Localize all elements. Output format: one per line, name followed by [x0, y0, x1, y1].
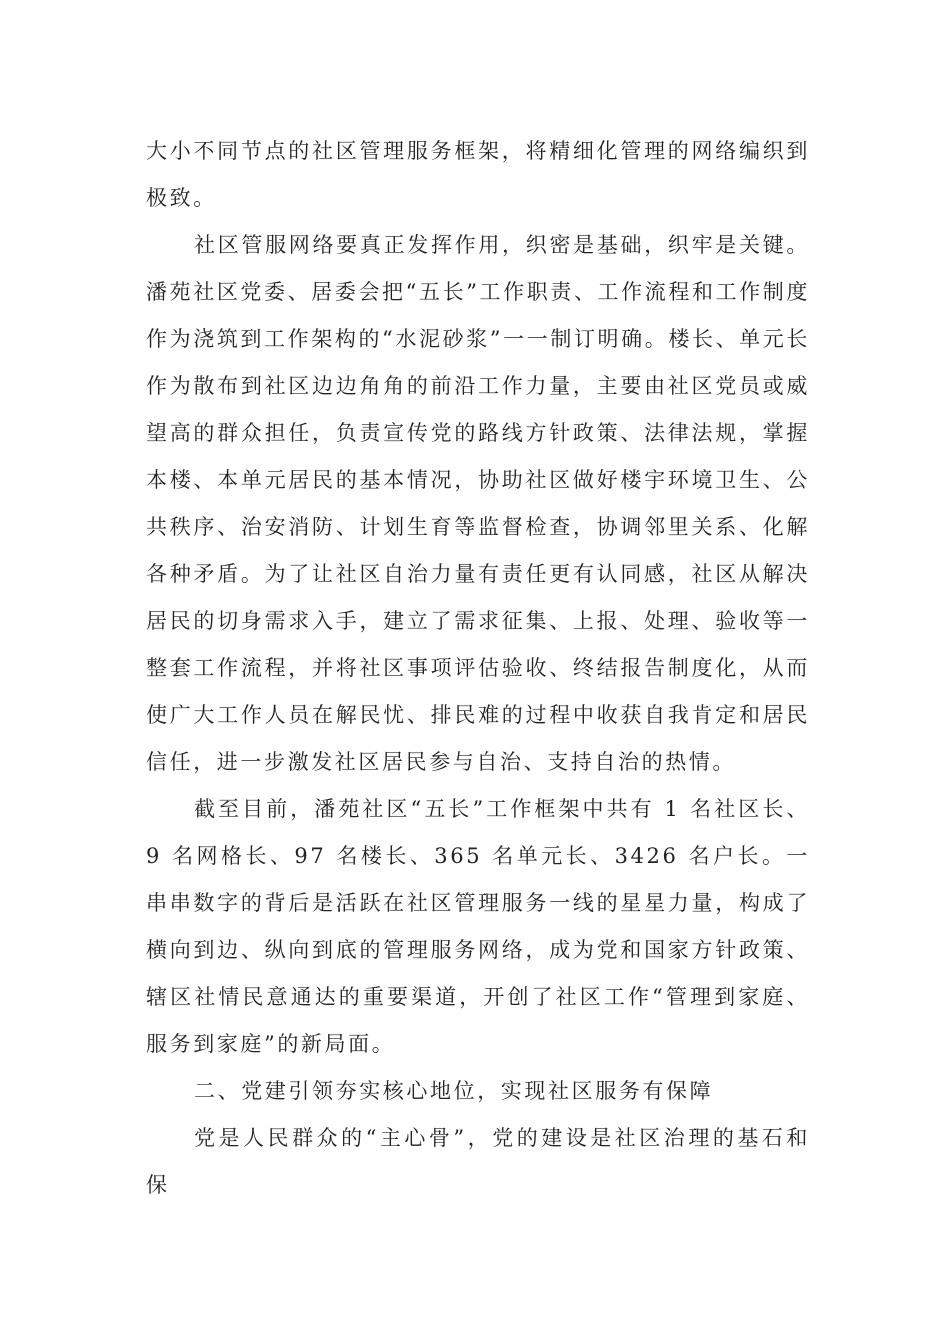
section-heading: 二、党建引领夯实核心地位，实现社区服务有保障	[194, 1079, 714, 1103]
paragraph-party-building: 党是人民群众的“主心骨”，党的建设是社区治理的基石和保	[146, 1126, 810, 1197]
paragraph-statistics: 截至目前，潘苑社区“五长”工作框架中共有 1 名社区长、9 名网格长、97 名楼长、365 名单元长、3426 名户长。一串串数字的背后是活跃在社区管理服务一线的星星力量，构成了横向到边、纵向到底的管理服务网络，成为党和国家方针政策、辖区社情民意通达的重要渠道，开创了社区工作“管理到家庭、服务到家庭”的新局面。	[146, 797, 810, 1056]
document-body	[146, 128, 810, 1209]
paragraph-continued: 大小不同节点的社区管理服务框架，将精细化管理的网络编织到极致。	[146, 139, 810, 210]
paragraph-network-management: 社区管服网络要真正发挥作用，织密是基础，织牢是关键。潘苑社区党委、居委会把“五长”工作职责、工作流程和工作制度作为浇筑到工作架构的“水泥砂浆”一一制订明确。楼长、单元长作为散布到社区边边角角的前沿工作力量，主要由社区党员或威望高的群众担任，负责宣传党的路线方针政策、法律法规，掌握本楼、本单元居民的基本情况，协助社区做好楼宇环境卫生、公共秩序、治安消防、计划生育等监督检查，协调邻里关系、化解各种矛盾。为了让社区自治力量有责任更有认同感，社区从解决居民的切身需求入手，建立了需求征集、上报、处理、验收等一整套工作流程，并将社区事项评估验收、终结报告制度化，从而使广大工作人员在解民忧、排民难的过程中收获自我肯定和居民信任，进一步激发社区居民参与自治、支持自治的热情。	[146, 233, 810, 774]
